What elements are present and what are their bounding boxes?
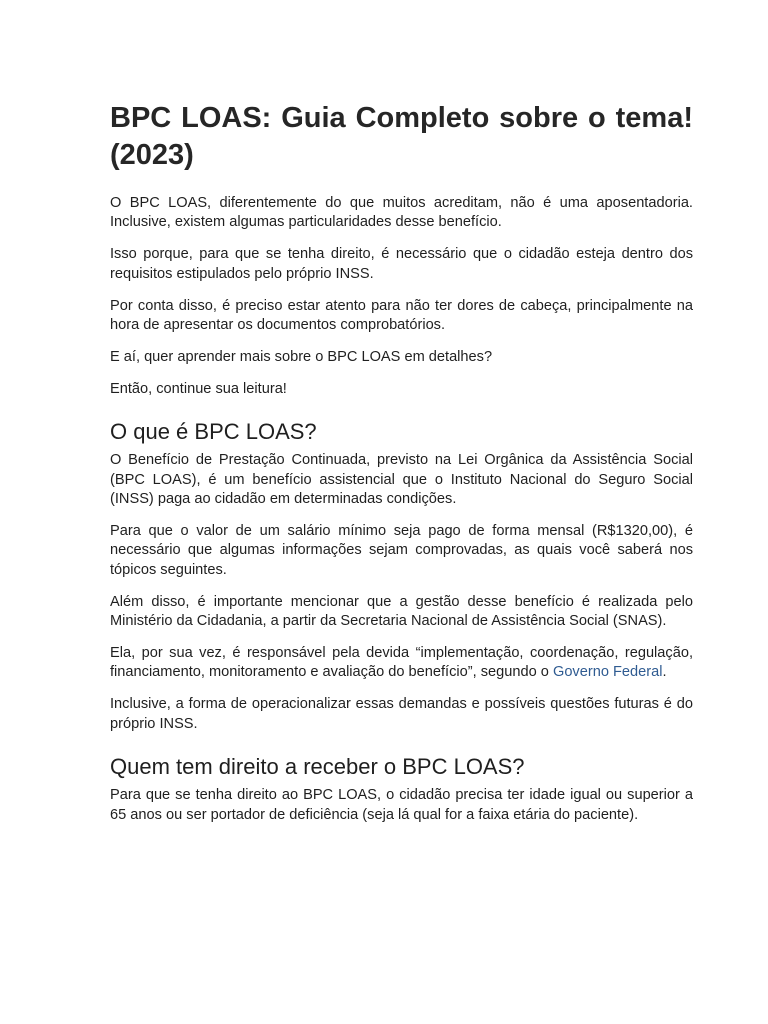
section1-paragraph-1: O Benefício de Prestação Continuada, previsto na Lei Orgânica da Assistência Social (BPC LOAS), é um benefício assistencial que o Instituto Nacional do Seguro Social (INSS) paga ao cidadão em determinadas condições. (110, 452, 693, 508)
section-heading-what-is: O que é BPC LOAS? (110, 419, 317, 445)
section1-paragraph-4-end: . (662, 664, 667, 681)
intro-paragraph-5: Então, continue sua leitura! (110, 380, 287, 397)
section1-paragraph-2: Para que o valor de um salário mínimo seja pago de forma mensal (R$1320,00), é necessário que algumas informações sejam comprovadas, as quais você saberá nos tópicos seguintes. (110, 522, 693, 578)
intro-paragraph-1: O BPC LOAS, diferentemente do que muitos acreditam, não é uma aposentadoria. Inclusive, existem algumas particularidades desse benefício. (110, 195, 693, 231)
governo-federal-link[interactable]: Governo Federal (552, 664, 663, 681)
section2-paragraph-1: Para que se tenha direito ao BPC LOAS, o cidadão precisa ter idade igual ou superior a 65 anos ou ser portador de deficiência (seja lá qual for a faixa etária do paciente). (110, 787, 693, 823)
document-page (110, 100, 693, 837)
intro-paragraph-3: Por conta disso, é preciso estar atento para não ter dores de cabeça, principalmente na hora de apresentar os documentos comprobatórios. (110, 297, 693, 334)
section1-paragraph-4-text: Ela, por sua vez, é responsável pela devida “implementação, coordenação, regulação, financiamento, monitoramento e avaliação do benefício”, segundo o (110, 645, 693, 681)
section1-paragraph-4 (110, 644, 693, 683)
section1-paragraph-5: Inclusive, a forma de operacionalizar essas demandas e possíveis questões futuras é do próprio INSS. (110, 696, 693, 732)
page-title: BPC LOAS: Guia Completo sobre o tema! (2023) (110, 102, 693, 171)
section-heading-who-qualifies: Quem tem direito a receber o BPC LOAS? (110, 754, 525, 780)
intro-paragraph-4: E aí, quer aprender mais sobre o BPC LOAS em detalhes? (110, 348, 493, 365)
intro-paragraph-2: Isso porque, para que se tenha direito, é necessário que o cidadão esteja dentro dos requisitos estipulados pelo próprio INSS. (110, 246, 693, 282)
section1-paragraph-3: Além disso, é importante mencionar que a gestão desse benefício é realizada pelo Ministério da Cidadania, a partir da Secretaria Nacional de Assistência Social (SNAS). (110, 593, 693, 630)
